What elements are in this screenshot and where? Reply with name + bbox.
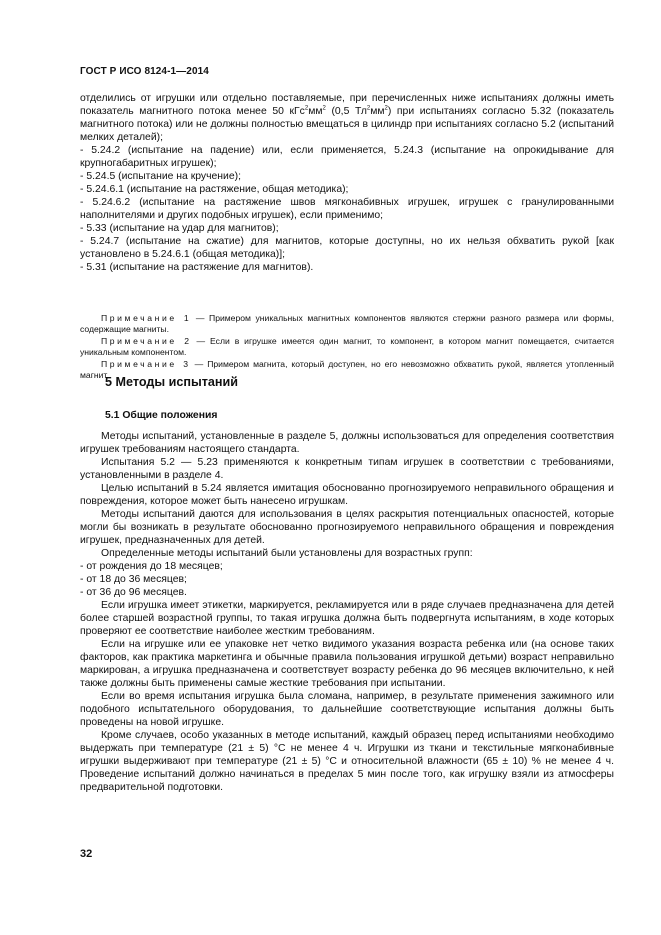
page-number: 32 (80, 848, 93, 860)
paragraph: Если на игрушке или ее упаковке нет четко видимого указания возраста ребенка или (на основе таких факторов, как практика маркетинга и обычные правила пользования игрушкой детьми) возраст неправильно маркирован, а игрушка предназначена и соответствует возрасту ребенка до 96 месяцев включительно, к ней также должны быть применены самые жесткие требования при испытании. (80, 639, 614, 689)
notes (80, 313, 614, 381)
paragraph: Если игрушка имеет этикетки, маркируется, рекламируется или в ряде случаев предназначена для детей более старшей возрастной группы, то такая игрушка должна быть подвергнута испытаниям, в ходе которых проверяют ее соответствие наиболее жестким требованиям. (80, 600, 614, 637)
note-text: — Если в игрушке имеется один магнит, то компонент, в котором магнит помещается, считается уникальным компонентом. (80, 335, 615, 358)
paragraph: Кроме случаев, особо указанных в методе испытаний, каждый образец перед испытаниями необходимо выдержать при температуре (21 ± 5) °С не менее 4 ч. Игрушки из ткани и текстильные мягконабивные игрушки выдерживают при температуре (21 ± 5) °С и относительной влажности (65 ± 10) % не менее 4 ч. Проведение испытаний должно начинаться в пределах 5 мин после того, как игрушку взяли из атмосферы предварительной подготовки. (80, 730, 614, 793)
list-item: - 5.24.5 (испытание на кручение); (80, 171, 241, 182)
list-item: - от 36 до 96 месяцев. (80, 587, 187, 598)
note-label: Примечание 2 (101, 335, 192, 346)
paragraph: Испытания 5.2 — 5.23 применяются к конкретным типам игрушек в соответствии с требованиями, установленными в разделе 4. (80, 457, 614, 481)
section-title: 5 Методы испытаний (105, 375, 238, 389)
list-item: - 5.24.6.2 (испытание на растяжение швов мягконабивных игрушек, игрушек с гранулированными наполнителями и других подобных игрушек), если применимо; (80, 197, 614, 221)
top-paragraphs (80, 92, 614, 274)
paragraph-magnets-intro: отделились от игрушки или отдельно поставляемые, при перечисленных ниже испытаниях должны иметь показатель магнитного потока менее 50 $кГс^2мм^2$ (0,5 $Тл^2мм^2$) при испытаниях согласно 5.32 (показатель магнитного потока) или не должны полностью вмещаться в цилиндр при испытаниях согласно 5.2 (испытаний мелких деталей); (80, 93, 614, 143)
document-header: ГОСТ Р ИСО 8124-1—2014 (80, 66, 209, 77)
note-text: — Примером уникальных магнитных компонентов являются стержни разного размера или формы, содержащие магниты. (80, 313, 614, 335)
note-text: — Примером магнита, который доступен, но его невозможно обхватить рукой, является утопленный магнит. (80, 358, 614, 381)
note-1 (80, 313, 614, 336)
body-paragraphs (80, 430, 614, 794)
list-item: - 5.24.6.1 (испытание на растяжение, общая методика); (80, 184, 349, 195)
list-item: - от 18 до 36 месяцев; (80, 574, 187, 585)
paragraph: Методы испытаний, установленные в разделе 5, должны использоваться для определения соответствия игрушек требованиям настоящего стандарта. (80, 431, 614, 455)
list-item: - 5.33 (испытание на удар для магнитов); (80, 223, 279, 234)
note-2 (80, 336, 614, 359)
paragraph: Методы испытаний даются для использования в целях раскрытия потенциальных опасностей, которые могли бы возникать в результате обоснованно прогнозируемого неправильного обращения и повреждения игрушек, предназначенных для детей. (80, 509, 614, 546)
list-item: - 5.31 (испытание на растяжение для магнитов). (80, 262, 314, 273)
list-item: - от рождения до 18 месяцев; (80, 561, 223, 572)
note-label: Примечание 3 (101, 358, 191, 369)
subsection-title: 5.1 Общие положения (105, 410, 218, 421)
note-label: Примечание 1 (101, 313, 192, 323)
paragraph: Если во время испытания игрушка была сломана, например, в результате применения зажимного или подобного испытательного оборудования, то дальнейшие соответствующие испытания должны быть проведены на новой игрушке. (80, 691, 614, 728)
list-item: - 5.24.2 (испытание на падение) или, если применяется, 5.24.3 (испытание на опрокидывание для крупногабаритных игрушек); (80, 145, 614, 169)
paragraph: Целью испытаний в 5.24 является имитация обоснованно прогнозируемого неправильного обращения и повреждения, которое может быть нанесено игрушкам. (80, 483, 614, 507)
list-item: - 5.24.7 (испытание на сжатие) для магнитов, которые доступны, но их нельзя обхватить рукой [как установлено в 5.24.6.1 (общая методика)]; (80, 236, 614, 260)
paragraph: Определенные методы испытаний были установлены для возрастных групп: (101, 548, 473, 559)
